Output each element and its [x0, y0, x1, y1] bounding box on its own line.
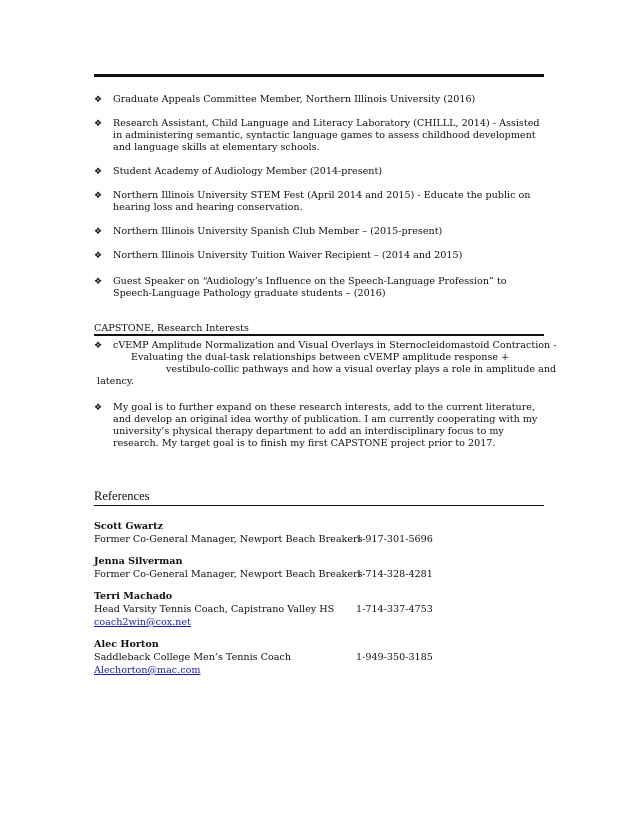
capstone-item-line: latency.: [97, 376, 135, 387]
reference-role: Former Co-General Manager, Newport Beach Breakers: [94, 569, 363, 580]
activity-item: [94, 190, 544, 214]
reference-role: Saddleback College Men’s Tennis Coach: [94, 652, 292, 663]
references-title: References: [94, 489, 150, 503]
reference-entry: [94, 520, 544, 546]
activity-item: [94, 276, 544, 300]
diamond-bullet-icon: ❖: [94, 277, 103, 287]
activity-text: Northern Illinois University Spanish Club Member – (2015-present): [113, 226, 443, 237]
activity-item: [94, 250, 544, 262]
capstone-divider: [94, 334, 544, 336]
reference-phone: 1-949-350-3185: [356, 652, 433, 663]
diamond-bullet-icon: ❖: [94, 95, 103, 105]
diamond-bullet-icon: ❖: [94, 191, 103, 201]
diamond-bullet-icon: ❖: [94, 227, 103, 237]
reference-name: Alec Horton: [94, 639, 159, 650]
references-divider: [94, 505, 544, 506]
capstone-item-line: vestibulo-collic pathways and how a visual overlay plays a role in amplitude and: [166, 364, 557, 375]
activity-text: Research Assistant, Child Language and Literacy Laboratory (CHILLL, 2014) - Assisted in administering semantic, syntactic language games to assess childhood development and language skills at elementary schools.: [113, 118, 540, 153]
reference-email-link[interactable]: Alechorton@mac.com: [94, 665, 201, 676]
top-divider: [94, 74, 544, 77]
diamond-bullet-icon: ❖: [94, 167, 103, 177]
reference-name: Scott Gwartz: [94, 521, 163, 532]
activity-text: Northern Illinois University Tuition Waiver Recipient – (2014 and 2015): [113, 250, 463, 261]
capstone-item: [94, 402, 544, 450]
reference-name: Terri Machado: [94, 591, 173, 602]
activity-item: [94, 166, 544, 178]
capstone-item-text: My goal is to further expand on these research interests, add to the current literature, and develop an original idea worthy of publication. I am currently cooperating with my university’s physical therapy department to add an interdisciplinary focus to my research. My target goal is to finish my first CAPSTONE project prior to 2017.: [113, 402, 538, 449]
diamond-bullet-icon: ❖: [94, 119, 103, 129]
reference-role: Head Varsity Tennis Coach, Capistrano Valley HS: [94, 604, 335, 615]
reference-phone: 1-917-301-5696: [356, 534, 433, 545]
capstone-item-line: Evaluating the dual-task relationships between cVEMP amplitude response +: [131, 352, 510, 363]
reference-email-link[interactable]: coach2win@cox.net: [94, 617, 191, 628]
diamond-bullet-icon: ❖: [94, 403, 103, 413]
activity-item: [94, 94, 544, 106]
capstone-item-line: cVEMP Amplitude Normalization and Visual Overlays in Sternocleidomastoid Contraction -: [113, 340, 557, 351]
reference-phone: 1-714-328-4281: [356, 569, 433, 580]
reference-name: Jenna Silverman: [94, 556, 183, 567]
reference-entry: [94, 555, 544, 581]
reference-phone: 1-714-337-4753: [356, 604, 433, 615]
activity-text: Northern Illinois University STEM Fest (April 2014 and 2015) - Educate the public on hearing loss and hearing conservation.: [113, 190, 531, 213]
activity-text: Graduate Appeals Committee Member, Northern Illinois University (2016): [113, 94, 476, 105]
reference-entry: [94, 590, 544, 629]
activity-item: [94, 226, 544, 238]
reference-entry: [94, 638, 544, 677]
capstone-heading: CAPSTONE, Research Interests: [94, 323, 249, 334]
reference-role: Former Co-General Manager, Newport Beach Breakers: [94, 534, 363, 545]
activity-text: Guest Speaker on “Audiology’s Influence on the Speech-Language Profession” to Speech-Language Pathology graduate students – (2016): [113, 276, 507, 299]
activity-item: [94, 118, 544, 154]
diamond-bullet-icon: ❖: [94, 251, 103, 261]
diamond-bullet-icon: ❖: [94, 341, 103, 351]
activity-text: Student Academy of Audiology Member (2014-present): [113, 166, 383, 177]
